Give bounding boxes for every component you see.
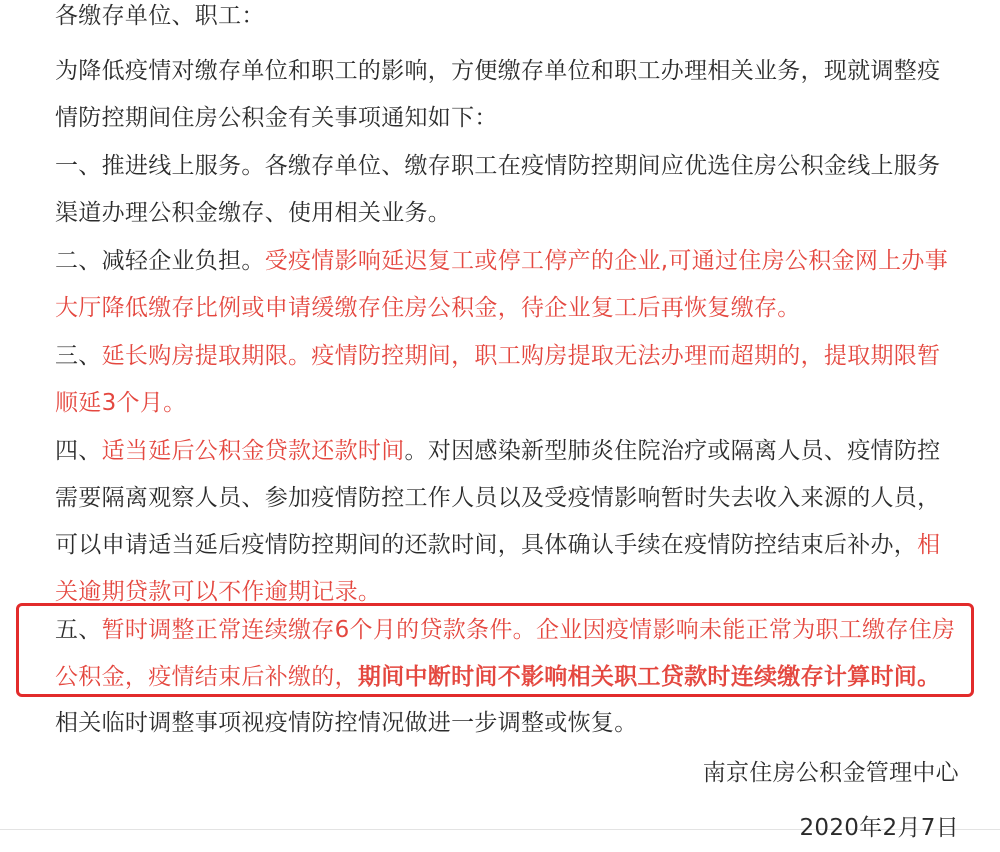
item-4-body: 。对因感染新型肺炎住院治疗或隔离人员、疫情防控需要隔离观察人员、参加疫情防控工作人员以及受疫情影响暂时失去收入来源的人员，可以申请适当延后疫情防控期间的还款时间，具体确认手续在疫情防控结束后补办， [55,438,941,558]
greeting-text: 各缴存单位、职工： [55,3,265,29]
item-1-paragraph [19,143,959,237]
intro-text: 为降低疫情对缴存单位和职工的影响，方便缴存单位和职工办理相关业务，现就调整疫情防控期间住房公积金有关事项通知如下： [55,58,941,131]
item-2-highlight: 受疫情影响延迟复工或停工停产的企业,可通过住房公积金网上办事大厅降低缴存比例或申请缓缴存住房公积金，待企业复工后再恢复缴存。 [55,248,949,321]
closing-paragraph [19,700,959,747]
date-line [19,805,959,852]
greeting-line [19,0,959,40]
item-5-highlight: 暂时调整正常连续缴存6个月的贷款条件。企业因疫情影响未能正常为职工缴存住房公积金，疫情结束后补缴的， [55,617,956,690]
date-text: 2020年2月7日 [799,815,959,841]
item-4-paragraph [19,428,959,616]
item-2-paragraph [19,238,959,332]
item-2-lead: 二、减轻企业负担。 [55,248,265,274]
item-3-paragraph [19,333,959,427]
item-3-highlight: 延长购房提取期限。疫情防控期间，职工购房提取无法办理而超期的，提取期限暂顺延3个月。 [55,343,941,416]
item-4-lead: 四、 [55,438,102,464]
item-5-paragraph [19,607,959,701]
item-4-title: 适当延后公积金贷款还款时间 [101,438,405,464]
signature-text: 南京住房公积金管理中心 [702,760,959,786]
item-3-lead: 三、 [55,343,102,369]
item-4-tail: 相关逾期贷款可以不作逾期记录。 [55,532,941,605]
signature-line [19,750,959,797]
intro-paragraph [19,48,959,142]
closing-text: 相关临时调整事项视疫情防控情况做进一步调整或恢复。 [55,710,638,736]
item-1-text: 一、推进线上服务。各缴存单位、缴存职工在疫情防控期间应优选住房公积金线上服务渠道办理公积金缴存、使用相关业务。 [55,153,941,226]
item-5-lead: 五、 [55,617,102,643]
item-5-bold-highlight: 期间中断时间不影响相关职工贷款时连续缴存计算时间。 [357,664,941,690]
